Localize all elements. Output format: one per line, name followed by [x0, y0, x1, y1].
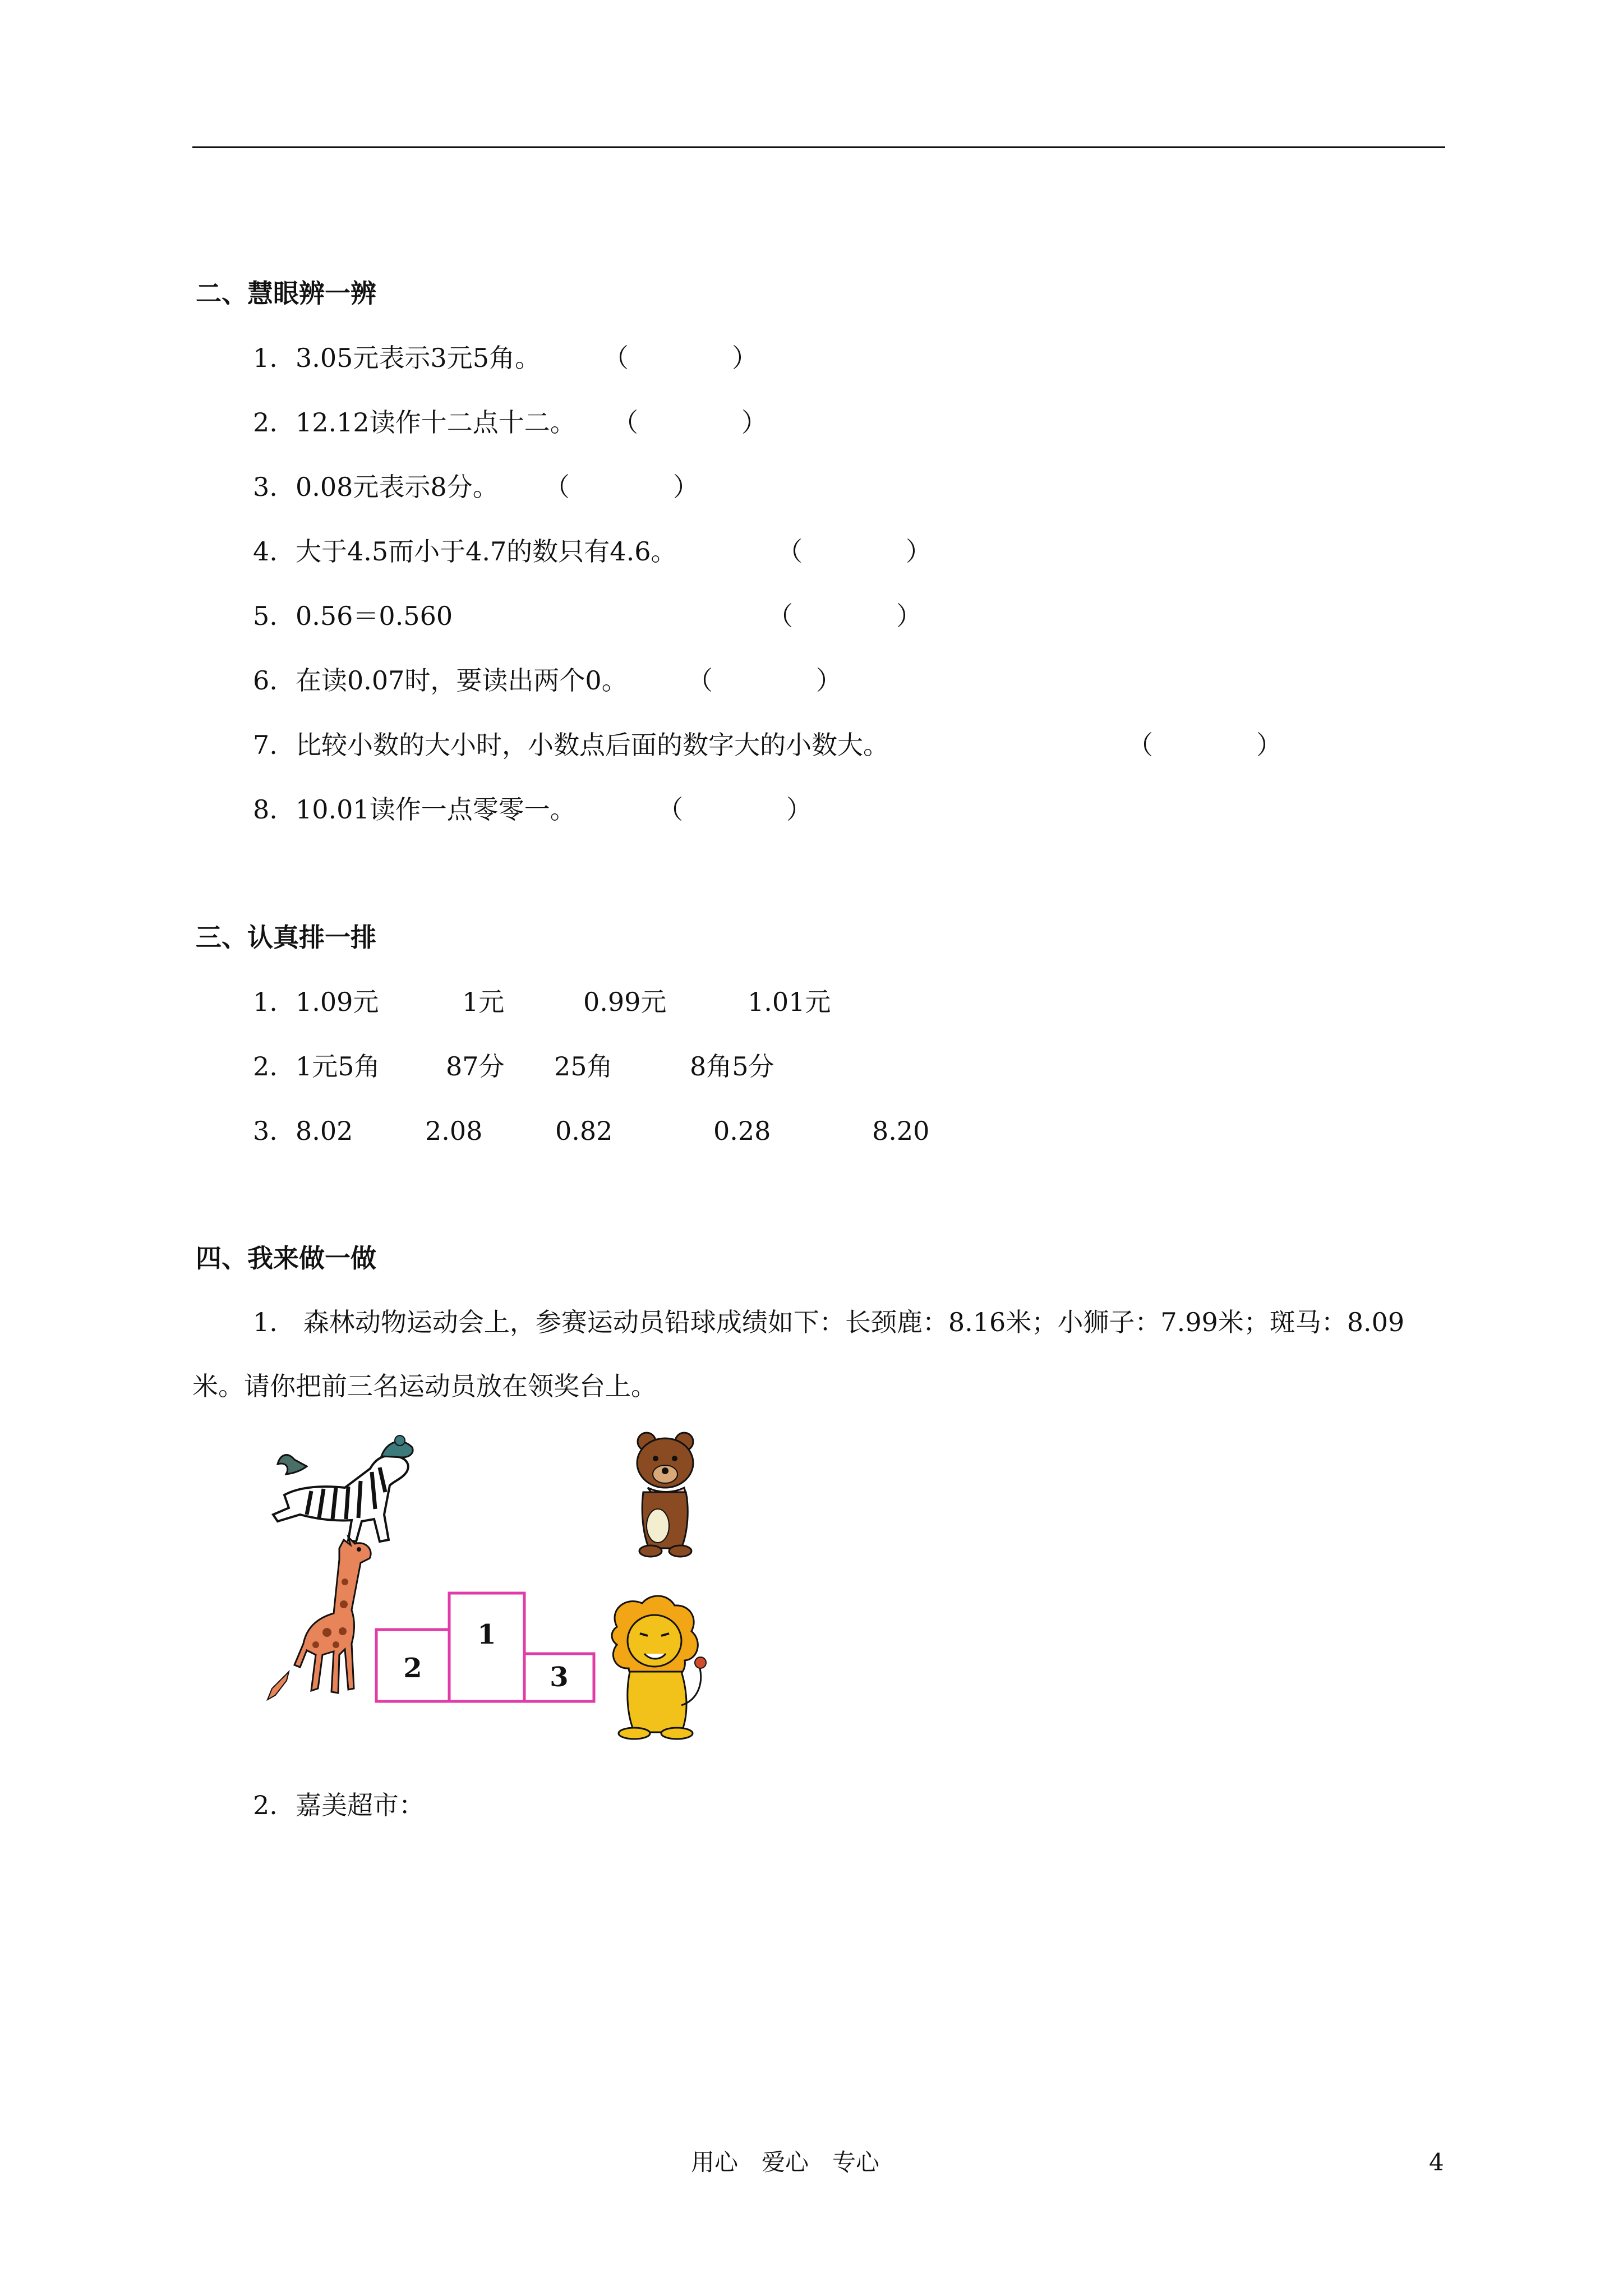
question-text: 0.08元表示8分。	[296, 472, 499, 502]
answer-blank[interactable]: （ ）	[1127, 730, 1282, 760]
answer-blank[interactable]: （ ）	[603, 343, 758, 373]
podium-illustration	[255, 1425, 749, 1756]
question-text: 0.56＝0.560	[296, 601, 453, 631]
podium	[376, 1593, 594, 1701]
question-text: 大于4.5而小于4.7的数只有4.6。	[296, 536, 677, 567]
sort-value: 0.82	[555, 1116, 613, 1146]
question-2-8	[253, 794, 576, 825]
section-3-heading: 三、认真排一排	[196, 922, 376, 953]
sort-value: 1.01元	[748, 987, 831, 1017]
row-number: 1.	[253, 987, 278, 1017]
section-2-heading: 二、慧眼辨一辨	[196, 278, 376, 309]
question-2-3	[253, 474, 499, 500]
podium-label-2: 2	[403, 1653, 422, 1684]
answer-blank[interactable]: （ ）	[612, 407, 767, 438]
bear-illustration	[637, 1433, 693, 1557]
question-4-1	[192, 1290, 1446, 1418]
footer-slogan: 用心 爱心 专心	[691, 2148, 880, 2176]
sort-value: 8角5分	[690, 1051, 774, 1082]
sort-value: 1元5角	[296, 1051, 380, 1082]
sort-value: 2.08	[425, 1116, 483, 1146]
sort-value: 25角	[554, 1051, 613, 1082]
answer-blank[interactable]: （ ）	[657, 794, 812, 825]
question-text: 嘉美超市：	[296, 1790, 425, 1820]
question-2-4	[253, 536, 677, 567]
sort-value: 0.28	[713, 1116, 771, 1146]
question-2-7	[253, 732, 889, 758]
question-2-5	[253, 603, 453, 629]
answer-blank[interactable]: （ ）	[687, 665, 842, 696]
sort-value: 1.09元	[296, 987, 379, 1017]
podium-label-3: 3	[550, 1662, 569, 1693]
question-number: 2.	[253, 1790, 278, 1820]
question-2-2	[253, 407, 576, 438]
question-number: 2.	[253, 407, 278, 438]
question-text: 在读0.07时，要读出两个0。	[296, 665, 628, 696]
question-number: 4.	[253, 536, 278, 567]
question-number: 1.	[253, 1307, 278, 1337]
sort-value: 1元	[462, 987, 505, 1017]
question-4-2	[253, 1792, 425, 1818]
question-number: 8.	[253, 794, 278, 825]
question-text: 3.05元表示3元5角。	[296, 343, 541, 373]
answer-blank[interactable]: （ ）	[767, 601, 922, 631]
answer-blank[interactable]: （ ）	[777, 536, 932, 567]
question-text: 比较小数的大小时，小数点后面的数字大的小数大。	[296, 730, 889, 760]
question-number: 5.	[253, 601, 278, 631]
row-number: 3.	[253, 1116, 278, 1146]
question-number: 1.	[253, 343, 278, 373]
question-text: 10.01读作一点零零一。	[296, 794, 576, 825]
question-number: 6.	[253, 665, 278, 696]
question-text: 12.12读作十二点十二。	[296, 407, 576, 438]
header-rule	[192, 146, 1445, 148]
sort-value: 8.02	[296, 1116, 353, 1146]
row-number: 2.	[253, 1051, 278, 1082]
question-2-1	[253, 345, 541, 371]
sort-value: 87分	[446, 1051, 505, 1082]
sort-value: 0.99元	[583, 987, 667, 1017]
sort-value: 8.20	[872, 1116, 930, 1146]
question-number: 3.	[253, 472, 278, 502]
lion-illustration	[612, 1596, 706, 1739]
giraffe-illustration	[268, 1537, 371, 1700]
section-4-heading: 四、我来做一做	[196, 1243, 376, 1273]
question-text: 森林动物运动会上，参赛运动员铅球成绩如下：长颈鹿：8.16米；小狮子：7.99米；斑马：8.09米。请你把前三名运动员放在领奖台上。	[192, 1307, 1405, 1401]
zebra-illustration	[273, 1435, 413, 1542]
question-2-6	[253, 665, 628, 696]
question-number: 7.	[253, 730, 278, 760]
page-number: 4	[1429, 2148, 1444, 2176]
answer-blank[interactable]: （ ）	[544, 472, 699, 502]
podium-label-1: 1	[477, 1619, 496, 1650]
